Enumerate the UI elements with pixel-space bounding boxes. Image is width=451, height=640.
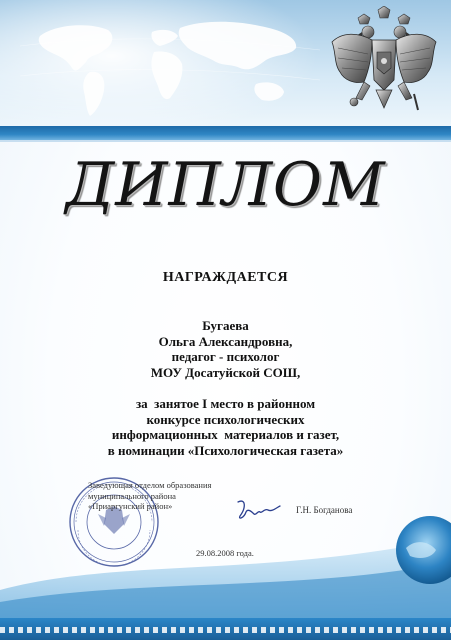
coat-of-arms-icon — [328, 6, 440, 118]
reason-line-1: за занятое I место в районном — [135, 396, 316, 411]
wave-decor-icon — [0, 498, 451, 618]
recipient-position: педагог - психолог — [171, 349, 280, 364]
signatory-org-line-1: Заведующая отделом образования — [88, 480, 212, 490]
diploma-title: ДИПЛОМ — [65, 150, 386, 220]
issue-date: 29.08.2008 года. — [196, 548, 254, 558]
recipient-surname: Бугаева — [202, 318, 249, 333]
world-map-icon — [20, 6, 320, 124]
reason-line-3: информационных материалов и газет, — [111, 427, 340, 442]
reason-line-4: в номинации «Психологическая газета» — [107, 442, 344, 458]
recipient-school: МОУ Досатуйской СОШ, — [150, 364, 301, 380]
recipient-name: Ольга Александровна, — [158, 333, 293, 349]
signatory-org-line-2: муниципального района — [88, 490, 176, 501]
award-heading: НАГРАЖДАЕТСЯ — [162, 270, 289, 285]
signatory-name: Г.Н. Богданова — [296, 505, 353, 515]
recipient-block — [0, 318, 451, 458]
reason-line-2: конкурсе психологических — [146, 411, 305, 427]
footer-dots — [0, 627, 451, 633]
header-stripe — [0, 126, 451, 140]
signatory-org-line-3: «Приаргунский район» — [88, 501, 173, 511]
header-stripe-thin — [0, 140, 451, 142]
